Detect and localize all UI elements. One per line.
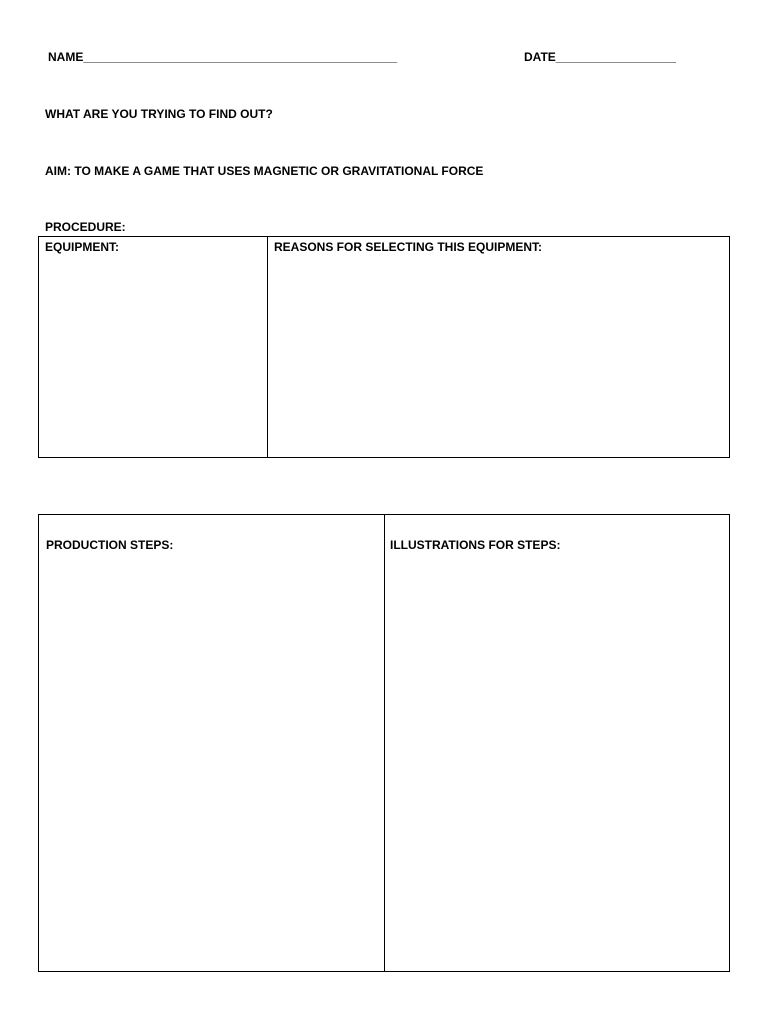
aim-statement: AIM: TO MAKE A GAME THAT USES MAGNETIC OR GRAVITATIONAL FORCE	[45, 164, 484, 178]
procedure-label: PROCEDURE:	[45, 220, 126, 234]
name-field-line[interactable]: NAME_______________________________________________	[48, 50, 398, 64]
reasons-label: REASONS FOR SELECTING THIS EQUIPMENT:	[274, 240, 543, 254]
date-field-line[interactable]: DATE__________________	[524, 50, 676, 64]
equipment-table	[38, 236, 730, 458]
equipment-label: EQUIPMENT:	[45, 240, 120, 254]
production-steps-label: PRODUCTION STEPS:	[46, 538, 174, 552]
equipment-table-divider	[267, 237, 268, 457]
steps-table-divider	[384, 515, 385, 971]
illustrations-label: ILLUSTRATIONS FOR STEPS:	[390, 538, 561, 552]
steps-table	[38, 514, 730, 972]
question-heading: WHAT ARE YOU TRYING TO FIND OUT?	[45, 107, 273, 121]
